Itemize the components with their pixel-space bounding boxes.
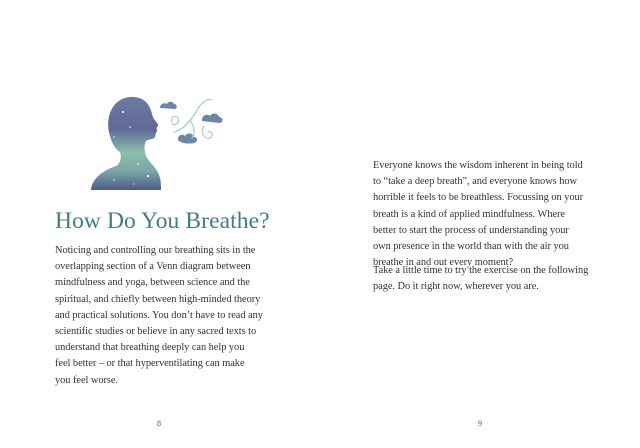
person-breathing-illustration	[86, 92, 236, 192]
text-line: overlapping section of a Venn diagram between	[55, 261, 251, 273]
right-paragraph-1	[373, 158, 583, 271]
page-number: 8	[157, 419, 161, 428]
page-number: 9	[478, 419, 482, 428]
silhouette-icon	[91, 97, 161, 190]
right-paragraph-2	[373, 263, 588, 295]
text-line: breath is a kind of applied mindfulness. Where	[373, 208, 565, 220]
text-line: Noticing and controlling our breathing sits in the	[55, 245, 256, 256]
text-line: own presence in the world than with the air you	[373, 241, 569, 253]
text-line: breathe in and out every moment?	[373, 257, 514, 269]
text-line: mindfulness and yoga, between science and the	[55, 277, 250, 289]
text-line: spiritual, and chiefly between high-minded theory	[55, 293, 261, 305]
text-line: to “take a deep breath”, and everyone knows how	[373, 176, 577, 188]
text-line: understand that breathing deeply can help you	[55, 342, 245, 354]
text-line: scientific studies or believe in any sacred texts to	[55, 326, 257, 338]
text-line: Take a little time to try the exercise on the following	[373, 265, 589, 276]
text-line: you feel worse.	[55, 374, 119, 386]
text-line: better to start the process of understanding your	[373, 224, 569, 236]
text-line: feel better – or that hyperventilating can make	[55, 358, 245, 370]
text-line: horrible it feels to be breathless. Focussing on your	[373, 192, 584, 204]
page-title: How Do You Breathe?	[55, 208, 270, 234]
right-page	[320, 0, 640, 448]
text-line: page. Do it right now, wherever you are.	[373, 281, 539, 293]
text-line: and practical solutions. You don’t have to read any	[55, 309, 263, 321]
left-paragraph	[55, 243, 263, 389]
text-line: Everyone knows the wisdom inherent in being told	[373, 160, 583, 171]
